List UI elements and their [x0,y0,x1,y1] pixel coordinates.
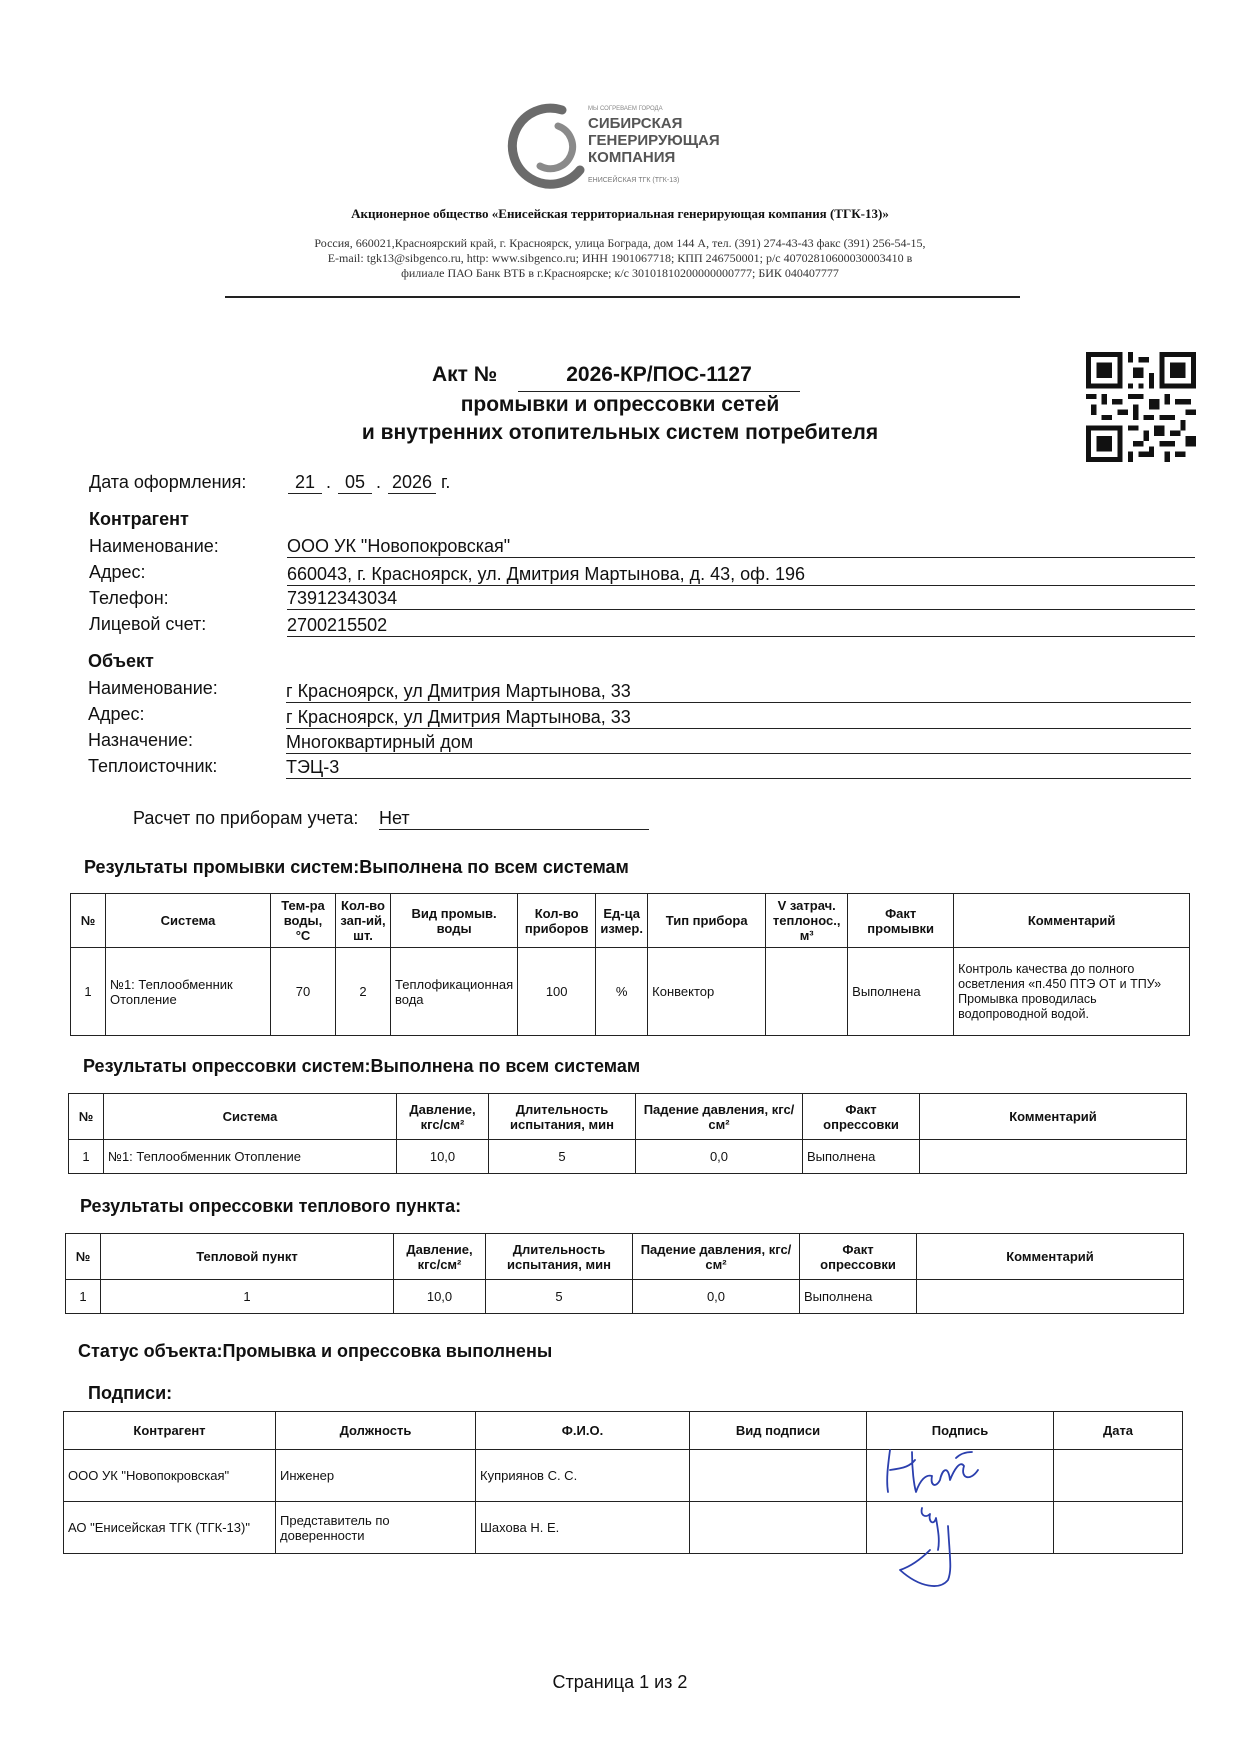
pressure-col-duration: Длительность испытания, мин [489,1094,636,1140]
qr-code-icon [1086,352,1196,462]
heat-point-col-fact: Факт опрессовки [800,1234,917,1280]
sig-col-kind: Вид подписи [690,1412,867,1450]
logo-subtitle: ЕНИСЕЙСКАЯ ТГК (ТГК-13) [588,177,680,184]
org-address [200,236,1040,281]
header-divider [225,296,1020,298]
pressure-cell-drop: 0,0 [636,1140,803,1174]
pressure-cell-duration: 5 [489,1140,636,1174]
sig-col-position: Должность [276,1412,476,1450]
flush-col-fact: Факт промывки [848,894,954,948]
sig-col-party: Контрагент [64,1412,276,1450]
org-address-line-1: Россия, 660021,Красноярский край, г. Красноярск, улица Бограда, дом 144 А, тел. (391) 274-43-43 факс (391) 256-54-15, [314,236,926,250]
heat-point-cell-number: 1 [66,1280,101,1314]
contractor-phone: 73912343034 [287,588,1195,610]
flush-table [70,893,1190,1036]
object-source: ТЭЦ-3 [286,757,1191,779]
object-heading: Объект [88,651,154,671]
org-address-line-2: E-mail: tgk13@sibgenco.ru, http: www.sibgenco.ru; ИНН 1901067718; КПП 246750001; р/с 40702810600030003410 в [327,251,913,265]
heat-point-heading: Результаты опрессовки теплового пункта: [80,1196,462,1216]
flush-cell-valves: 2 [336,948,391,1036]
contractor-heading: Контрагент [89,509,189,529]
flush-col-system: Система [106,894,271,948]
table-row [69,1140,1187,1174]
flush-col-water: Вид промыв. воды [391,894,518,948]
org-name: Акционерное общество «Енисейская территориальная генерирующая компания (ТГК-13)» [351,206,889,221]
flush-comment-line-2: Промывка проводилась водопроводной водой. [958,991,1097,1021]
flush-comment-line-1: Контроль качества до полного осветления «п.450 ПТЭ ОТ и ТПУ» [958,961,1162,991]
sig-col-signature: Подпись [867,1412,1054,1450]
date-year: 2026 [388,472,436,494]
pressure-col-number: № [69,1094,104,1140]
sig-cell-name: Шахова Н. Е. [476,1502,690,1554]
object-name-label: Наименование: [88,678,218,698]
org-address-line-3: филиале ПАО Банк ВТБ в г.Красноярске; к/с 30101810200000000777; БИК 040407777 [401,266,839,280]
heat-point-cell-pressure: 10,0 [394,1280,486,1314]
flush-cell-volume [766,948,848,1036]
pressure-heading: Результаты опрессовки систем:Выполнена по всем системам [83,1056,641,1076]
flush-cell-fact: Выполнена [848,948,954,1036]
object-purpose: Многоквартирный дом [286,732,1191,754]
sig-col-name: Ф.И.О. [476,1412,690,1450]
pressure-col-comment: Комментарий [920,1094,1187,1140]
sig-cell-date [1054,1450,1183,1502]
flush-col-number: № [71,894,106,948]
flush-col-temp: Тем-ра воды, °С [271,894,336,948]
heat-point-cell-fact: Выполнена [800,1280,917,1314]
flush-col-device-type: Тип прибора [648,894,766,948]
flush-cell-unit: % [596,948,648,1036]
pressure-cell-fact: Выполнена [803,1140,920,1174]
flush-col-volume: V затрач. теплонос., м³ [766,894,848,948]
object-address: г Красноярск, ул Дмитрия Мартынова, 33 [286,707,1191,729]
heat-point-cell-duration: 5 [486,1280,633,1314]
object-source-label: Теплоисточник: [88,756,218,776]
flush-col-comment: Комментарий [954,894,1190,948]
flush-cell-temp: 70 [271,948,336,1036]
contractor-phone-label: Телефон: [89,588,169,608]
act-label: Акт № [432,363,498,386]
heat-point-col-duration: Длительность испытания, мин [486,1234,633,1280]
status-text: Статус объекта:Промывка и опрессовка выполнены [78,1341,553,1361]
contractor-name-label: Наименование: [89,536,219,556]
flush-cell-comment [954,948,1190,1036]
contractor-address: 660043, г. Красноярск, ул. Дмитрия Мартынова, д. 43, оф. 196 [287,564,1195,586]
pressure-header-row [69,1094,1187,1140]
signatures-heading: Подписи: [88,1383,173,1403]
sig-cell-party: ООО УК "Новопокровская" [64,1450,276,1502]
logo-line-1: СИБИРСКАЯ [588,115,683,132]
heat-point-header-row [66,1234,1184,1280]
flush-col-unit: Ед-ца измер. [596,894,648,948]
title-line-2: промывки и опрессовки сетей [460,393,780,416]
pressure-cell-system: №1: Теплообменник Отопление [104,1140,397,1174]
flush-cell-devices: 100 [518,948,596,1036]
flush-header-row [71,894,1190,948]
flush-cell-water: Теплофикационная вода [391,948,518,1036]
heat-point-col-point: Тепловой пункт [101,1234,394,1280]
sig-cell-name: Куприянов С. С. [476,1450,690,1502]
heat-point-cell-point: 1 [101,1280,394,1314]
date-suffix: г. [441,472,451,492]
heat-point-col-number: № [66,1234,101,1280]
heat-point-col-comment: Комментарий [917,1234,1184,1280]
date-sep-2: . [376,472,382,492]
logo-line-2: ГЕНЕРИРУЮЩАЯ [588,132,720,149]
pressure-col-pressure: Давление, кгс/см² [397,1094,489,1140]
pressure-col-drop: Падение давления, кгс/см² [636,1094,803,1140]
logo-swirl-icon [500,100,800,195]
flush-col-valves: Кол-во зап-ий, шт. [336,894,391,948]
object-address-label: Адрес: [88,704,145,724]
date-month: 05 [338,472,372,494]
date-sep-1: . [326,472,332,492]
date-label: Дата оформления: [89,472,247,492]
heat-point-cell-comment [917,1280,1184,1314]
act-number-underline [518,391,800,392]
pressure-col-system: Система [104,1094,397,1140]
metering-value: Нет [379,808,649,830]
pressure-table [68,1093,1187,1174]
logo-line-3: КОМПАНИЯ [588,149,676,166]
table-row [66,1280,1184,1314]
pressure-col-fact: Факт опрессовки [803,1094,920,1140]
sig-cell-party: АО "Енисейская ТГК (ТГК-13)" [64,1502,276,1554]
flush-cell-system: №1: Теплообменник Отопление [106,948,271,1036]
table-row [71,948,1190,1036]
flush-col-devices: Кол-во приборов [518,894,596,948]
title-line-3: и внутренних отопительных систем потребителя [361,421,879,444]
object-purpose-label: Назначение: [88,730,194,750]
qr-code [1086,352,1196,462]
handwritten-signature [860,1430,1020,1610]
contractor-account-label: Лицевой счет: [89,614,207,634]
heat-point-cell-drop: 0,0 [633,1280,800,1314]
contractor-account: 2700215502 [287,615,1195,637]
heat-point-col-drop: Падение давления, кгс/см² [633,1234,800,1280]
pressure-cell-pressure: 10,0 [397,1140,489,1174]
contractor-address-label: Адрес: [89,562,146,582]
pressure-cell-number: 1 [69,1140,104,1174]
act-number: 2026-КР/ПОС-1127 [566,363,752,386]
company-logo [500,100,800,195]
heat-point-col-pressure: Давление, кгс/см² [394,1234,486,1280]
sig-cell-kind [690,1502,867,1554]
object-name: г Красноярск, ул Дмитрия Мартынова, 33 [286,681,1191,703]
pressure-cell-comment [920,1140,1187,1174]
sig-cell-date [1054,1502,1183,1554]
logo-slogan: МЫ СОГРЕВАЕМ ГОРОДА [588,106,663,112]
heat-point-table [65,1233,1184,1314]
contractor-name: ООО УК "Новопокровская" [287,536,1195,558]
metering-label: Расчет по приборам учета: [133,808,359,828]
sig-cell-position: Инженер [276,1450,476,1502]
flush-cell-device-type: Конвектор [648,948,766,1036]
sig-col-date: Дата [1054,1412,1183,1450]
sig-cell-kind [690,1450,867,1502]
flush-heading: Результаты промывки систем:Выполнена по всем системам [84,857,629,877]
page-number: Страница 1 из 2 [552,1672,688,1692]
date-day: 21 [288,472,322,494]
sig-cell-position: Представитель по доверенности [276,1502,476,1554]
flush-cell-number: 1 [71,948,106,1036]
